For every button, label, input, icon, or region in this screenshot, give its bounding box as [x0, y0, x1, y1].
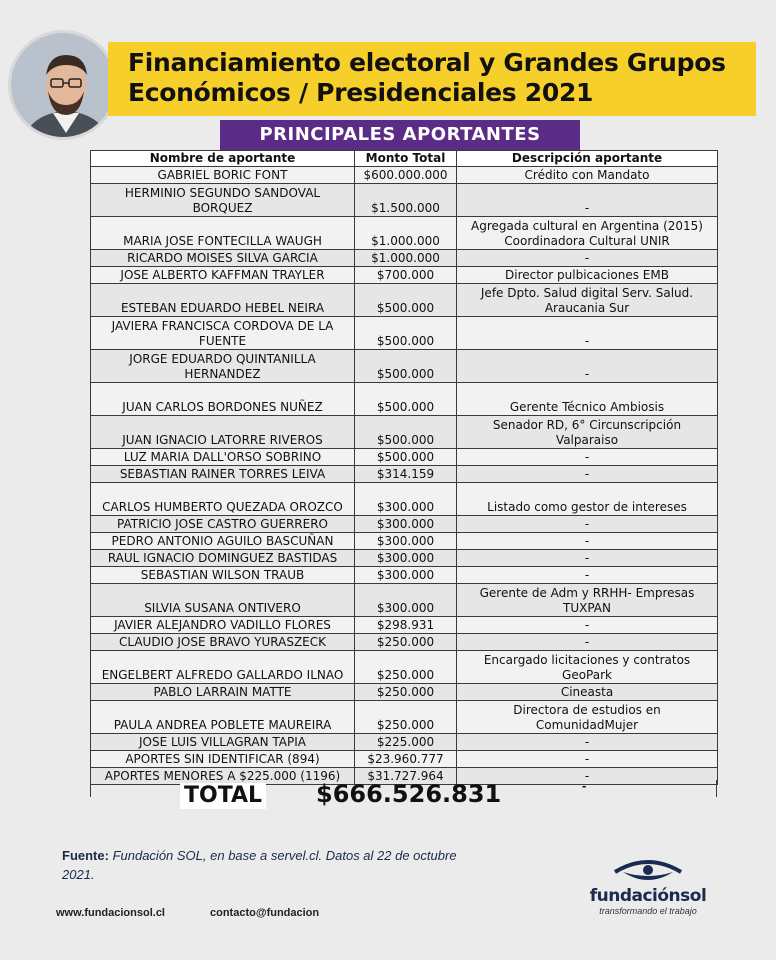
contributor-description: -: [457, 317, 718, 350]
column-header-amount: Monto Total: [355, 151, 457, 167]
contribution-amount: $300.000: [355, 550, 457, 567]
table-row: [91, 449, 718, 466]
contributor-description: -: [457, 617, 718, 634]
contributor-name: SEBASTIAN WILSON TRAUB: [91, 567, 355, 584]
contributor-name: JUAN CARLOS BORDONES NUÑEZ: [91, 383, 355, 416]
contribution-amount: $300.000: [355, 533, 457, 550]
contributor-name: RICARDO MOISES SILVA GARCIA: [91, 250, 355, 267]
contributor-name: RAUL IGNACIO DOMINGUEZ BASTIDAS: [91, 550, 355, 567]
table-row: [91, 483, 718, 516]
contributor-name: APORTES SIN IDENTIFICAR (894): [91, 751, 355, 768]
contributor-name: PAULA ANDREA POBLETE MAUREIRA: [91, 701, 355, 734]
table-row: [91, 533, 718, 550]
contributor-name: JAVIERA FRANCISCA CORDOVA DE LA FUENTE: [91, 317, 355, 350]
logo-tagline: transformando el trabajo: [599, 906, 697, 916]
contribution-amount: $500.000: [355, 449, 457, 466]
table-row: [91, 550, 718, 567]
contribution-amount: $314.159: [355, 466, 457, 483]
total-value: $666.526.831: [316, 780, 502, 808]
title-line-2: Económicos / Presidenciales 2021: [128, 78, 594, 107]
table-row: [91, 383, 718, 416]
total-divider-right: [716, 780, 717, 797]
contribution-amount: $23.960.777: [355, 751, 457, 768]
contributor-name: LUZ MARIA DALL'ORSO SOBRINO: [91, 449, 355, 466]
table-row: [91, 734, 718, 751]
table-row: [91, 317, 718, 350]
contributor-name: SEBASTIAN RAINER TORRES LEIVA: [91, 466, 355, 483]
contribution-amount: $600.000.000: [355, 167, 457, 184]
contribution-amount: $298.931: [355, 617, 457, 634]
contributor-description: -: [457, 734, 718, 751]
contributor-name: JORGE EDUARDO QUINTANILLA HERNANDEZ: [91, 350, 355, 383]
page-title: [128, 48, 748, 108]
candidate-photo: [8, 30, 118, 140]
contribution-amount: $1.000.000: [355, 250, 457, 267]
contributor-description: Cineasta: [457, 684, 718, 701]
table-row: [91, 284, 718, 317]
table-body: [91, 167, 718, 785]
contribution-amount: $250.000: [355, 651, 457, 684]
table-row: [91, 701, 718, 734]
contributor-description: Directora de estudios en ComunidadMujer: [457, 701, 718, 734]
table-row: [91, 751, 718, 768]
contributor-description: -: [457, 449, 718, 466]
contributor-name: MARIA JOSE FONTECILLA WAUGH: [91, 217, 355, 250]
contribution-amount: $500.000: [355, 317, 457, 350]
table-row: [91, 350, 718, 383]
eye-logo-icon: [613, 858, 683, 882]
contribution-amount: $1.500.000: [355, 184, 457, 217]
title-line-1: Financiamiento electoral y Grandes Grupos: [128, 48, 726, 77]
contribution-amount: $1.000.000: [355, 217, 457, 250]
table-row: [91, 267, 718, 284]
contribution-amount: $300.000: [355, 584, 457, 617]
table-row: [91, 584, 718, 617]
contributor-description: Gerente Técnico Ambiosis: [457, 383, 718, 416]
contribution-amount: $300.000: [355, 567, 457, 584]
contributor-name: PABLO LARRAIN MATTE: [91, 684, 355, 701]
contributor-name: CARLOS HUMBERTO QUEZADA OROZCO: [91, 483, 355, 516]
contributor-name: HERMINIO SEGUNDO SANDOVAL BORQUEZ: [91, 184, 355, 217]
contributor-description: Senador RD, 6° Circunscripción Valparaiso: [457, 416, 718, 449]
table-row: [91, 567, 718, 584]
contact-email[interactable]: contacto@fundacion: [210, 907, 320, 919]
fundacionsol-logo: [578, 858, 718, 916]
source-label: Fuente:: [62, 848, 109, 863]
contributor-description: -: [457, 567, 718, 584]
contributor-name: CLAUDIO JOSE BRAVO YURASZECK: [91, 634, 355, 651]
section-subtitle: PRINCIPALES APORTANTES: [220, 120, 580, 150]
total-divider-left: [90, 780, 91, 797]
contributor-description: Jefe Dpto. Salud digital Serv. Salud. Araucania Sur: [457, 284, 718, 317]
contribution-amount: $500.000: [355, 416, 457, 449]
table-row: [91, 466, 718, 483]
contribution-amount: $500.000: [355, 383, 457, 416]
contributor-name: APORTES MENORES A $225.000 (1196): [91, 768, 355, 785]
contributor-name: JOSE ALBERTO KAFFMAN TRAYLER: [91, 267, 355, 284]
contributor-description: -: [457, 768, 718, 785]
contribution-amount: $500.000: [355, 350, 457, 383]
contributor-name: ENGELBERT ALFREDO GALLARDO ILNAO: [91, 651, 355, 684]
contribution-amount: $700.000: [355, 267, 457, 284]
table-row: [91, 617, 718, 634]
contribution-amount: $300.000: [355, 516, 457, 533]
table-row: [91, 250, 718, 267]
table-row: [91, 416, 718, 449]
column-header-description: Descripción aportante: [457, 151, 718, 167]
table-header-row: [91, 151, 718, 167]
table-row: [91, 516, 718, 533]
contributor-name: GABRIEL BORIC FONT: [91, 167, 355, 184]
contributor-description: -: [457, 550, 718, 567]
contributor-description: -: [457, 250, 718, 267]
contributor-description: Director pulbicaciones EMB: [457, 267, 718, 284]
website-link[interactable]: www.fundacionsol.cl: [56, 907, 165, 919]
total-label: TOTAL: [180, 783, 266, 809]
contributor-name: JUAN IGNACIO LATORRE RIVEROS: [91, 416, 355, 449]
contributor-description: -: [457, 350, 718, 383]
contributor-description: -: [457, 516, 718, 533]
contributor-name: PATRICIO JOSE CASTRO GUERRERO: [91, 516, 355, 533]
contributor-name: JAVIER ALEJANDRO VADILLO FLORES: [91, 617, 355, 634]
contribution-amount: $250.000: [355, 701, 457, 734]
contributor-name: PEDRO ANTONIO AGUILO BASCUÑAN: [91, 533, 355, 550]
contributor-description: -: [457, 466, 718, 483]
source-note: [62, 846, 482, 884]
contributor-description: -: [457, 634, 718, 651]
contributor-description: Crédito con Mandato: [457, 167, 718, 184]
contribution-amount: $250.000: [355, 634, 457, 651]
table-row: [91, 684, 718, 701]
table-row: [91, 217, 718, 250]
contributor-name: ESTEBAN EDUARDO HEBEL NEIRA: [91, 284, 355, 317]
contributor-description: Listado como gestor de intereses: [457, 483, 718, 516]
contributor-description: Gerente de Adm y RRHH- Empresas TUXPAN: [457, 584, 718, 617]
contribution-amount: $250.000: [355, 684, 457, 701]
total-description: -: [582, 778, 587, 793]
contributor-description: -: [457, 533, 718, 550]
table-row: [91, 651, 718, 684]
contributor-description: -: [457, 184, 718, 217]
contributor-name: JOSE LUIS VILLAGRAN TAPIA: [91, 734, 355, 751]
table-row: [91, 167, 718, 184]
contribution-amount: $500.000: [355, 284, 457, 317]
contribution-amount: $225.000: [355, 734, 457, 751]
contributor-description: Encargado licitaciones y contratos GeoPark: [457, 651, 718, 684]
portrait-image: [11, 33, 118, 140]
contribution-amount: $300.000: [355, 483, 457, 516]
source-text: Fundación SOL, en base a servel.cl. Datos al 22 de octubre 2021.: [62, 848, 457, 882]
logo-name: fundaciónsol: [589, 886, 707, 906]
table-row: [91, 634, 718, 651]
contributor-description: -: [457, 751, 718, 768]
column-header-name: Nombre de aportante: [91, 151, 355, 167]
contributor-description: Agregada cultural en Argentina (2015) Coordinadora Cultural UNIR: [457, 217, 718, 250]
contributors-table: [90, 150, 718, 785]
contributor-name: SILVIA SUSANA ONTIVERO: [91, 584, 355, 617]
table-row: [91, 184, 718, 217]
contribution-amount: $31.727.964: [355, 768, 457, 785]
